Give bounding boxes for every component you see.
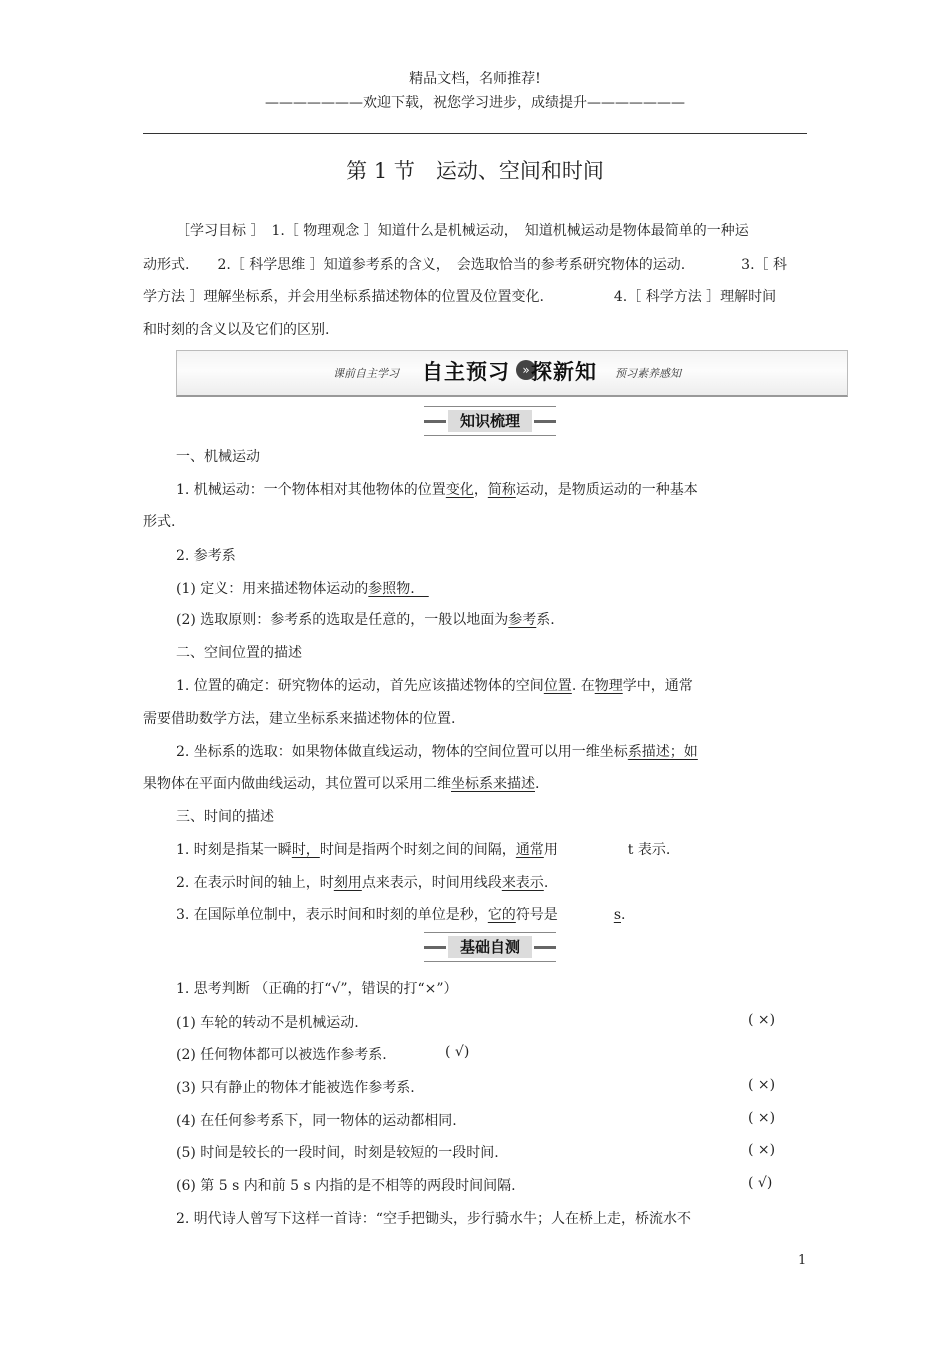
judgement-item: (6) 第 5 s 内和前 5 s 内指的是不相等的两段时间间隔. (176, 1178, 516, 1194)
objectives-line-2: 动形式. 2.［ 科学思维 ］知道参考系的含义， 会选取恰当的参考系研究物体的运动. 3.［ 科 (143, 257, 787, 273)
heading-time: 三、时间的描述 (176, 809, 274, 825)
objectives-line-4: 和时刻的含义以及它们的区别. (143, 322, 330, 338)
question-2: 2. 明代诗人曾写下这样一首诗：“空手把锄头，步行骑水牛；人在桥上走，桥流水不 (176, 1211, 691, 1227)
section-banner (176, 350, 848, 397)
banner-left-caption: 课前自主学习 (333, 367, 399, 380)
header-line-2: ———————欢迎下载，祝您学习进步，成绩提升——————— (265, 95, 685, 111)
section-heading-knowledge (424, 406, 556, 436)
judgement-item: (3) 只有静止的物体才能被选作参考系. (176, 1080, 415, 1096)
objectives-line-3: 学方法 ］理解坐标系，并会用坐标系描述物体的位置及位置变化. 4.［ 科学方法 ］理解时间 (143, 289, 777, 305)
heading-reference-frame: 2. 参考系 (176, 548, 236, 564)
question-1: 1. 思考判断 （正确的打“√”，错误的打“×”） (176, 981, 458, 997)
paragraph-selection: (2) 选取原则：参考系的选取是任意的，一般以地面为参考系. (176, 612, 555, 628)
section-heading-label: 知识梳理 (448, 410, 532, 432)
judgement-item: (5) 时间是较长的一段时间，时刻是较短的一段时间. (176, 1145, 499, 1161)
judgement-item: (1) 车轮的转动不是机械运动. (176, 1015, 359, 1031)
judgement-mark: ( ×) (748, 1142, 776, 1158)
judgement-item: (2) 任何物体都可以被选作参考系. (176, 1047, 387, 1063)
judgement-mark: ( ×) (748, 1077, 776, 1093)
page-title: 第 1 节 运动、空间和时间 (346, 159, 604, 183)
double-arrow-icon: » (516, 360, 536, 380)
header-divider (143, 133, 807, 134)
paragraph-coordinate-cont: 果物体在平面内做曲线运动，其位置可以采用二维坐标系来描述. (143, 776, 540, 792)
section-heading-self-test (424, 932, 556, 962)
section-heading-label: 基础自测 (448, 936, 532, 958)
header-line-1: 精品文档，名师推荐! (409, 71, 541, 87)
paragraph-time-3: 3. 在国际单位制中，表示时间和时刻的单位是秒，它的符号是 s. (176, 907, 626, 923)
paragraph-mechanical-motion-cont: 形式. (143, 514, 176, 530)
judgement-mark: ( ×) (748, 1012, 776, 1028)
page-number: 1 (798, 1253, 807, 1268)
paragraph-position-cont: 需要借助数学方法，建立坐标系来描述物体的位置. (143, 711, 456, 727)
judgement-mark: ( ×) (748, 1110, 776, 1126)
banner-title-1: 自主预习 (422, 360, 510, 384)
objectives-line-1: ［学习目标 ］ 1.［ 物理观念 ］知道什么是机械运动， 知道机械运动是物体最简单的一种运 (176, 223, 749, 239)
paragraph-mechanical-motion: 1. 机械运动：一个物体相对其他物体的位置变化，简称运动，是物质运动的一种基本 (176, 482, 698, 498)
judgement-mark: ( √) (748, 1175, 773, 1191)
banner-right-caption: 预习素养感知 (615, 367, 681, 380)
judgement-mark: ( √) (445, 1044, 470, 1060)
paragraph-time-2: 2. 在表示时间的轴上，时刻用点来表示，时间用线段来表示. (176, 875, 549, 891)
banner-title-2: 探新知 (531, 360, 597, 384)
paragraph-position: 1. 位置的确定：研究物体的运动，首先应该描述物体的空间位置. 在物理学中，通常 (176, 678, 693, 694)
heading-mechanical-motion: 一、机械运动 (176, 449, 260, 465)
judgement-item: (4) 在任何参考系下，同一物体的运动都相同. (176, 1113, 457, 1129)
paragraph-time-1: 1. 时刻是指某一瞬时，时间是指两个时刻之间的间隔，通常用 t 表示. (176, 842, 671, 858)
heading-space-position: 二、空间位置的描述 (176, 645, 302, 661)
paragraph-coordinate: 2. 坐标系的选取：如果物体做直线运动，物体的空间位置可以用一维坐标系描述；如 (176, 744, 698, 760)
paragraph-definition: (1) 定义：用来描述物体运动的参照物. (176, 581, 429, 597)
